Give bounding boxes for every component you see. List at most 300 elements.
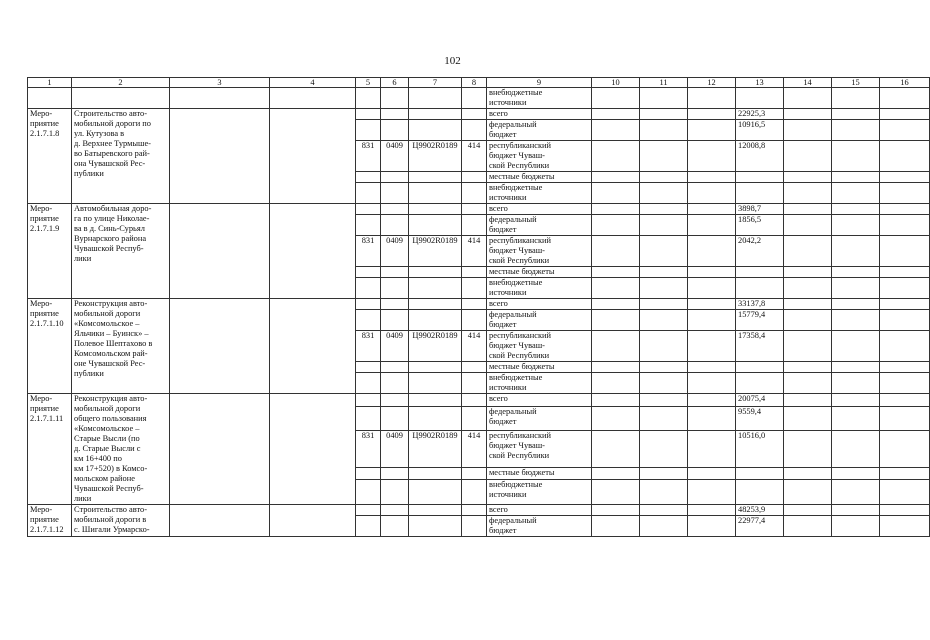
text-line: всего bbox=[489, 109, 508, 118]
empty-cell bbox=[784, 109, 832, 120]
empty-cell bbox=[832, 267, 880, 278]
empty-cell bbox=[381, 505, 409, 516]
text-line: федеральный bbox=[489, 310, 537, 319]
column-number-cell: 5 bbox=[356, 78, 381, 88]
value-cell bbox=[736, 467, 784, 480]
source-cell bbox=[487, 267, 592, 278]
empty-cell bbox=[688, 362, 736, 373]
empty-cell bbox=[784, 299, 832, 310]
empty-cell bbox=[784, 480, 832, 505]
empty-cell bbox=[784, 204, 832, 215]
measure-label-cell bbox=[28, 204, 72, 299]
empty-cell bbox=[592, 310, 640, 331]
source-cell bbox=[487, 278, 592, 299]
text-line: публики bbox=[74, 169, 104, 178]
empty-cell bbox=[409, 394, 462, 407]
empty-cell bbox=[592, 141, 640, 172]
empty-cell bbox=[409, 183, 462, 204]
text-line: 2.1.7.1.12 bbox=[30, 525, 64, 534]
empty-cell bbox=[356, 467, 381, 480]
empty-cell bbox=[784, 172, 832, 183]
empty-cell bbox=[356, 373, 381, 394]
empty-cell bbox=[381, 480, 409, 505]
empty-cell bbox=[688, 331, 736, 362]
empty-cell bbox=[356, 204, 381, 215]
empty-cell bbox=[688, 172, 736, 183]
empty-cell bbox=[28, 88, 72, 109]
empty-cell bbox=[592, 299, 640, 310]
text-line: ской Республики bbox=[489, 451, 550, 461]
empty-cell bbox=[356, 109, 381, 120]
empty-cell bbox=[832, 278, 880, 299]
empty-cell bbox=[784, 406, 832, 431]
empty-cell bbox=[880, 141, 930, 172]
empty-cell bbox=[640, 109, 688, 120]
empty-cell bbox=[356, 480, 381, 505]
empty-cell bbox=[381, 88, 409, 109]
text-line: Автомобильная доро- bbox=[74, 204, 152, 213]
empty-cell bbox=[880, 299, 930, 310]
empty-cell bbox=[592, 267, 640, 278]
empty-cell bbox=[688, 431, 736, 467]
table-row bbox=[28, 394, 930, 407]
text-line: Меро- bbox=[30, 505, 53, 514]
empty-cell bbox=[592, 236, 640, 267]
column-number-cell: 3 bbox=[170, 78, 270, 88]
text-line: мобильной дороги по bbox=[74, 119, 151, 128]
empty-cell bbox=[462, 278, 487, 299]
value-cell bbox=[736, 480, 784, 505]
value-cell bbox=[736, 373, 784, 394]
empty-cell bbox=[832, 480, 880, 505]
empty-cell bbox=[784, 88, 832, 109]
empty-cell bbox=[462, 467, 487, 480]
empty-cell bbox=[640, 516, 688, 537]
empty-cell bbox=[688, 394, 736, 407]
source-cell bbox=[487, 394, 592, 407]
empty-cell bbox=[688, 141, 736, 172]
value-cell: 1856,5 bbox=[736, 215, 784, 236]
column-number-cell: 11 bbox=[640, 78, 688, 88]
empty-cell bbox=[832, 172, 880, 183]
empty-cell bbox=[462, 299, 487, 310]
value-cell: 2042,2 bbox=[736, 236, 784, 267]
empty-cell bbox=[592, 431, 640, 467]
empty-cell bbox=[592, 516, 640, 537]
empty-cell bbox=[784, 278, 832, 299]
empty-cell bbox=[784, 467, 832, 480]
text-line: «Комсомольское – bbox=[74, 424, 140, 433]
text-line: ской Республики bbox=[489, 161, 550, 170]
text-line: лики bbox=[74, 254, 92, 263]
empty-cell bbox=[640, 331, 688, 362]
empty-cell bbox=[832, 467, 880, 480]
empty-cell bbox=[832, 505, 880, 516]
budget-code-cell: 831 bbox=[356, 331, 381, 362]
empty-cell bbox=[640, 120, 688, 141]
text-line: федеральный bbox=[489, 406, 537, 416]
text-line: приятие bbox=[30, 309, 59, 318]
empty-cell bbox=[832, 215, 880, 236]
text-line: всего bbox=[489, 394, 508, 403]
empty-cell bbox=[832, 310, 880, 331]
text-line: внебюджетные bbox=[489, 88, 543, 97]
empty-cell bbox=[832, 516, 880, 537]
empty-cell bbox=[832, 141, 880, 172]
measure-description-cell bbox=[72, 505, 170, 537]
value-cell: 10916,5 bbox=[736, 120, 784, 141]
text-line: приятие bbox=[30, 404, 59, 413]
column-number-cell: 1 bbox=[28, 78, 72, 88]
text-line: приятие bbox=[30, 214, 59, 223]
value-cell bbox=[736, 362, 784, 373]
empty-cell bbox=[640, 406, 688, 431]
empty-cell bbox=[880, 362, 930, 373]
budget-code-cell: 831 bbox=[356, 236, 381, 267]
source-cell bbox=[487, 431, 592, 467]
text-line: ул. Кутузова в bbox=[74, 129, 125, 138]
source-cell bbox=[487, 331, 592, 362]
value-cell bbox=[736, 267, 784, 278]
text-line: бюджет Чуваш- bbox=[489, 441, 545, 451]
text-line: бюджет Чуваш- bbox=[489, 246, 545, 255]
empty-cell bbox=[381, 204, 409, 215]
text-line: источники bbox=[489, 193, 527, 202]
empty-cell bbox=[409, 505, 462, 516]
empty-cell bbox=[356, 183, 381, 204]
text-line: 2.1.7.1.8 bbox=[30, 129, 60, 138]
value-cell: 48253,9 bbox=[736, 505, 784, 516]
empty-cell bbox=[381, 516, 409, 537]
empty-cell bbox=[688, 88, 736, 109]
empty-cell bbox=[462, 394, 487, 407]
source-cell bbox=[487, 183, 592, 204]
value-cell: 12008,8 bbox=[736, 141, 784, 172]
empty-cell bbox=[381, 394, 409, 407]
source-cell bbox=[487, 310, 592, 331]
budget-code-cell: 0409 bbox=[381, 236, 409, 267]
measure-label-cell bbox=[28, 505, 72, 537]
page-number: 102 bbox=[444, 55, 461, 67]
empty-cell bbox=[784, 215, 832, 236]
empty-cell bbox=[462, 373, 487, 394]
text-line: внебюджетные bbox=[489, 480, 543, 490]
text-line: Строительство авто- bbox=[74, 109, 148, 118]
text-line: 2.1.7.1.10 bbox=[30, 319, 64, 328]
empty-cell bbox=[880, 183, 930, 204]
text-line: бюджет Чуваш- bbox=[489, 151, 545, 160]
text-line: ва в д. Синь-Сурьял bbox=[74, 224, 145, 233]
text-line: Старые Высли (по bbox=[74, 434, 140, 443]
empty-cell bbox=[832, 406, 880, 431]
text-line: бюджет bbox=[489, 320, 517, 329]
text-line: с. Шигали Урмарско- bbox=[74, 525, 150, 534]
text-line: источники bbox=[489, 98, 527, 107]
empty-cell bbox=[640, 362, 688, 373]
empty-cell bbox=[784, 394, 832, 407]
text-line: внебюджетные bbox=[489, 183, 543, 192]
empty-cell bbox=[880, 236, 930, 267]
empty-cell bbox=[880, 431, 930, 467]
empty-cell bbox=[688, 406, 736, 431]
empty-cell bbox=[880, 278, 930, 299]
source-cell bbox=[487, 480, 592, 505]
source-cell bbox=[487, 215, 592, 236]
empty-cell bbox=[356, 406, 381, 431]
empty-cell bbox=[170, 394, 270, 505]
empty-cell bbox=[592, 373, 640, 394]
text-line: внебюджетные bbox=[489, 278, 543, 287]
budget-code-cell: Ц9902R0189 bbox=[409, 141, 462, 172]
empty-cell bbox=[784, 362, 832, 373]
empty-cell bbox=[880, 109, 930, 120]
value-cell: 20075,4 bbox=[736, 394, 784, 407]
empty-cell bbox=[640, 183, 688, 204]
empty-cell bbox=[784, 431, 832, 467]
source-cell bbox=[487, 406, 592, 431]
empty-cell bbox=[462, 88, 487, 109]
text-line: источники bbox=[489, 383, 527, 392]
empty-cell bbox=[462, 267, 487, 278]
empty-cell bbox=[356, 172, 381, 183]
text-line: лики bbox=[74, 494, 92, 503]
text-line: местные бюджеты bbox=[489, 172, 555, 181]
value-cell: 9559,4 bbox=[736, 406, 784, 431]
empty-cell bbox=[784, 373, 832, 394]
text-line: 2.1.7.1.9 bbox=[30, 224, 60, 233]
column-number-cell: 4 bbox=[270, 78, 356, 88]
budget-code-cell: 414 bbox=[462, 431, 487, 467]
budget-code-cell: Ц9902R0189 bbox=[409, 431, 462, 467]
empty-cell bbox=[784, 267, 832, 278]
empty-cell bbox=[640, 394, 688, 407]
empty-cell bbox=[784, 505, 832, 516]
table-row bbox=[28, 204, 930, 215]
empty-cell bbox=[356, 278, 381, 299]
text-line: Яльчики – Буинск» – bbox=[74, 329, 149, 338]
empty-cell bbox=[592, 406, 640, 431]
value-cell: 33137,8 bbox=[736, 299, 784, 310]
empty-cell bbox=[409, 278, 462, 299]
empty-cell bbox=[381, 109, 409, 120]
empty-cell bbox=[381, 362, 409, 373]
source-cell bbox=[487, 373, 592, 394]
empty-cell bbox=[688, 467, 736, 480]
text-line: Вурнарского района bbox=[74, 234, 147, 243]
empty-cell bbox=[170, 299, 270, 394]
table-row bbox=[28, 109, 930, 120]
source-cell bbox=[487, 88, 592, 109]
empty-cell bbox=[270, 394, 356, 505]
budget-code-cell: 0409 bbox=[381, 431, 409, 467]
empty-cell bbox=[381, 267, 409, 278]
measure-label-cell bbox=[28, 109, 72, 204]
value-cell: 17358,4 bbox=[736, 331, 784, 362]
source-cell bbox=[487, 120, 592, 141]
budget-code-cell: 414 bbox=[462, 141, 487, 172]
text-line: федеральный bbox=[489, 215, 537, 224]
empty-cell bbox=[462, 480, 487, 505]
empty-cell bbox=[784, 141, 832, 172]
text-line: оне Чувашской Рес- bbox=[74, 359, 146, 368]
empty-cell bbox=[688, 505, 736, 516]
text-line: республиканский bbox=[489, 141, 551, 150]
empty-cell bbox=[270, 109, 356, 204]
empty-cell bbox=[592, 183, 640, 204]
text-line: Меро- bbox=[30, 394, 53, 403]
text-line: республиканский bbox=[489, 236, 551, 245]
empty-cell bbox=[832, 88, 880, 109]
column-number-cell: 8 bbox=[462, 78, 487, 88]
empty-cell bbox=[688, 267, 736, 278]
text-line: бюджет bbox=[489, 225, 517, 234]
empty-cell bbox=[688, 120, 736, 141]
empty-cell bbox=[270, 88, 356, 109]
empty-cell bbox=[640, 373, 688, 394]
empty-cell bbox=[381, 215, 409, 236]
header-row bbox=[28, 78, 930, 88]
empty-cell bbox=[640, 505, 688, 516]
budget-code-cell: 831 bbox=[356, 141, 381, 172]
empty-cell bbox=[832, 331, 880, 362]
measure-description-cell bbox=[72, 204, 170, 299]
empty-cell bbox=[688, 299, 736, 310]
empty-cell bbox=[592, 394, 640, 407]
source-cell bbox=[487, 109, 592, 120]
empty-cell bbox=[381, 278, 409, 299]
empty-cell bbox=[409, 215, 462, 236]
empty-cell bbox=[688, 373, 736, 394]
value-cell: 22925,3 bbox=[736, 109, 784, 120]
text-line: местные бюджеты bbox=[489, 467, 555, 477]
empty-cell bbox=[640, 267, 688, 278]
text-line: бюджет bbox=[489, 130, 517, 139]
column-number-cell: 7 bbox=[409, 78, 462, 88]
empty-cell bbox=[409, 310, 462, 331]
empty-cell bbox=[462, 172, 487, 183]
empty-cell bbox=[592, 172, 640, 183]
empty-cell bbox=[409, 373, 462, 394]
text-line: Реконструкция авто- bbox=[74, 394, 148, 403]
column-number-cell: 12 bbox=[688, 78, 736, 88]
empty-cell bbox=[832, 204, 880, 215]
empty-cell bbox=[640, 310, 688, 331]
empty-cell bbox=[592, 215, 640, 236]
empty-cell bbox=[784, 183, 832, 204]
empty-cell bbox=[356, 505, 381, 516]
empty-cell bbox=[592, 278, 640, 299]
column-number-cell: 13 bbox=[736, 78, 784, 88]
empty-cell bbox=[640, 299, 688, 310]
empty-cell bbox=[880, 516, 930, 537]
value-cell: 10516,0 bbox=[736, 431, 784, 467]
empty-cell bbox=[170, 88, 270, 109]
text-line: всего bbox=[489, 505, 508, 514]
empty-cell bbox=[381, 373, 409, 394]
empty-cell bbox=[592, 120, 640, 141]
empty-cell bbox=[880, 88, 930, 109]
empty-cell bbox=[270, 204, 356, 299]
text-line: она Чувашской Рес- bbox=[74, 159, 146, 168]
text-line: ской Республики bbox=[489, 256, 550, 265]
empty-cell bbox=[381, 310, 409, 331]
carry-over-row bbox=[28, 88, 930, 109]
text-line: Меро- bbox=[30, 109, 53, 118]
empty-cell bbox=[832, 183, 880, 204]
empty-cell bbox=[462, 310, 487, 331]
text-line: км 16+400 по bbox=[74, 454, 122, 463]
text-line: приятие bbox=[30, 119, 59, 128]
budget-code-cell: 831 bbox=[356, 431, 381, 467]
source-cell bbox=[487, 505, 592, 516]
text-line: местные бюджеты bbox=[489, 362, 555, 371]
text-line: источники bbox=[489, 490, 527, 500]
empty-cell bbox=[640, 141, 688, 172]
empty-cell bbox=[880, 394, 930, 407]
empty-cell bbox=[462, 516, 487, 537]
text-line: приятие bbox=[30, 515, 59, 524]
empty-cell bbox=[462, 406, 487, 431]
text-line: республиканский bbox=[489, 331, 551, 340]
column-number-cell: 10 bbox=[592, 78, 640, 88]
empty-cell bbox=[640, 480, 688, 505]
empty-cell bbox=[736, 88, 784, 109]
empty-cell bbox=[832, 236, 880, 267]
column-number-cell: 15 bbox=[832, 78, 880, 88]
empty-cell bbox=[356, 267, 381, 278]
empty-cell bbox=[688, 310, 736, 331]
empty-cell bbox=[640, 236, 688, 267]
empty-cell bbox=[688, 236, 736, 267]
column-number-cell: 9 bbox=[487, 78, 592, 88]
table-row bbox=[28, 505, 930, 516]
value-cell: 3898,7 bbox=[736, 204, 784, 215]
column-number-cell: 14 bbox=[784, 78, 832, 88]
text-line: Полевое Шептахово в bbox=[74, 339, 153, 348]
source-cell bbox=[487, 204, 592, 215]
empty-cell bbox=[381, 406, 409, 431]
empty-cell bbox=[356, 394, 381, 407]
value-cell: 22977,4 bbox=[736, 516, 784, 537]
empty-cell bbox=[880, 331, 930, 362]
source-cell bbox=[487, 141, 592, 172]
text-line: Чувашской Респуб- bbox=[74, 484, 144, 493]
empty-cell bbox=[880, 373, 930, 394]
budget-code-cell: Ц9902R0189 bbox=[409, 236, 462, 267]
text-line: федеральный bbox=[489, 516, 537, 525]
empty-cell bbox=[462, 505, 487, 516]
empty-cell bbox=[832, 120, 880, 141]
empty-cell bbox=[640, 204, 688, 215]
text-line: Строительство авто- bbox=[74, 505, 148, 514]
value-cell bbox=[736, 183, 784, 204]
empty-cell bbox=[832, 373, 880, 394]
budget-code-cell: 0409 bbox=[381, 331, 409, 362]
empty-cell bbox=[409, 480, 462, 505]
empty-cell bbox=[880, 172, 930, 183]
text-line: ской Республики bbox=[489, 351, 550, 360]
empty-cell bbox=[170, 109, 270, 204]
empty-cell bbox=[880, 310, 930, 331]
text-line: всего bbox=[489, 299, 508, 308]
empty-cell bbox=[381, 120, 409, 141]
empty-cell bbox=[170, 505, 270, 537]
text-line: внебюджетные bbox=[489, 373, 543, 382]
empty-cell bbox=[688, 183, 736, 204]
budget-code-cell: Ц9902R0189 bbox=[409, 331, 462, 362]
empty-cell bbox=[462, 215, 487, 236]
measure-label-cell bbox=[28, 394, 72, 505]
